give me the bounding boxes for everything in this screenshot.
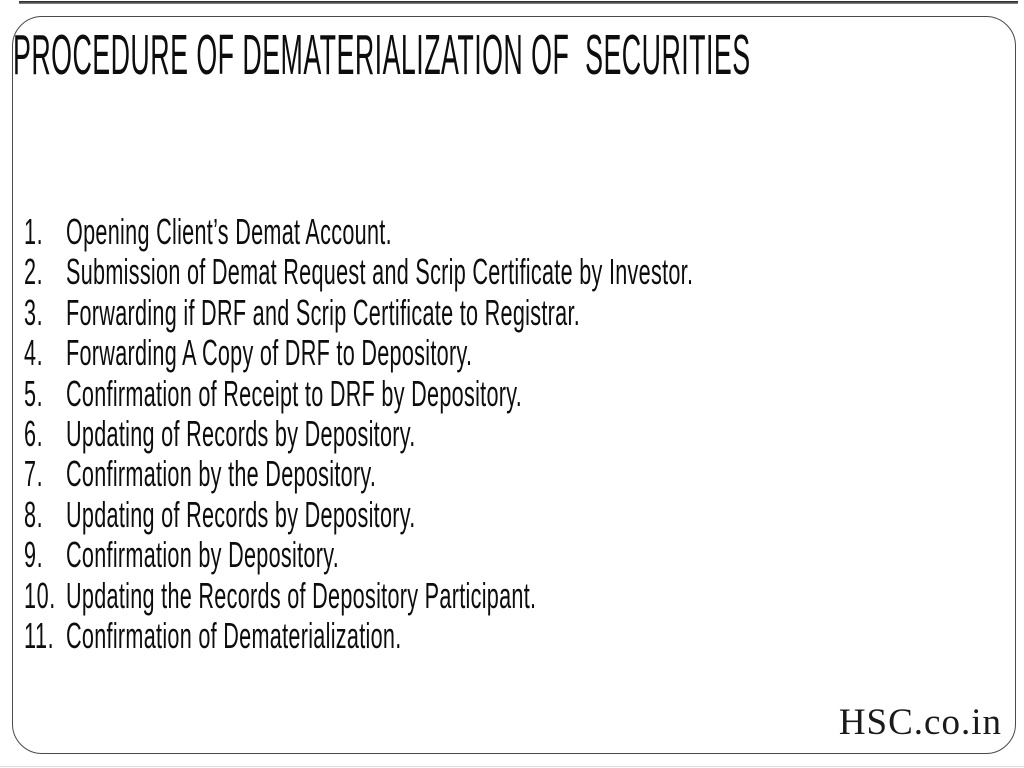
list-item xyxy=(24,616,1020,656)
list-item-text: Forwarding if DRF and Scrip Certificate to Registrar. xyxy=(66,291,581,333)
list-item xyxy=(24,454,1020,494)
list-item xyxy=(24,252,1020,292)
list-item-text: Submission of Demat Request and Scrip Certificate by Investor. xyxy=(66,251,694,293)
list-item xyxy=(24,374,1020,414)
list-item-text: Confirmation of Dematerialization. xyxy=(66,614,402,656)
list-item-text: Updating of Records by Depository. xyxy=(66,493,416,535)
procedure-list xyxy=(24,212,1020,656)
list-item xyxy=(24,333,1020,373)
list-item-number: 2. xyxy=(24,251,44,293)
list-item xyxy=(24,293,1020,333)
list-item-text: Updating of Records by Depository. xyxy=(66,412,416,454)
list-item-number: 3. xyxy=(24,291,44,333)
list-item-text: Forwarding A Copy of DRF to Depository. xyxy=(66,332,473,374)
list-item xyxy=(24,212,1020,252)
list-item-number: 1. xyxy=(24,211,44,252)
list-item xyxy=(24,576,1020,616)
list-item-text: Confirmation by Depository. xyxy=(66,534,340,576)
slide-title: PROCEDURE OF DEMATERIALIZATION OF SECURITIES xyxy=(13,23,751,87)
list-item-number: 9. xyxy=(24,534,44,576)
list-item xyxy=(24,535,1020,575)
list-item-text: Updating the Records of Depository Participant. xyxy=(66,574,537,616)
watermark-text: HSC.co.in xyxy=(838,702,1002,743)
list-item xyxy=(24,414,1020,454)
top-border-bar xyxy=(19,1,1018,4)
list-item-number: 5. xyxy=(24,372,44,414)
list-item-number: 4. xyxy=(24,332,44,374)
list-item-number: 6. xyxy=(24,412,44,454)
list-item-text: Confirmation by the Depository. xyxy=(66,453,377,495)
list-item-number: 10. xyxy=(24,574,56,616)
list-item xyxy=(24,495,1020,535)
list-item-number: 11. xyxy=(24,614,55,656)
bottom-edge-line xyxy=(0,766,1024,767)
list-item-text: Opening Client’s Demat Account. xyxy=(66,211,392,252)
list-item-number: 8. xyxy=(24,493,44,535)
list-item-number: 7. xyxy=(24,453,44,495)
list-item-text: Confirmation of Receipt to DRF by Depository. xyxy=(66,372,523,414)
